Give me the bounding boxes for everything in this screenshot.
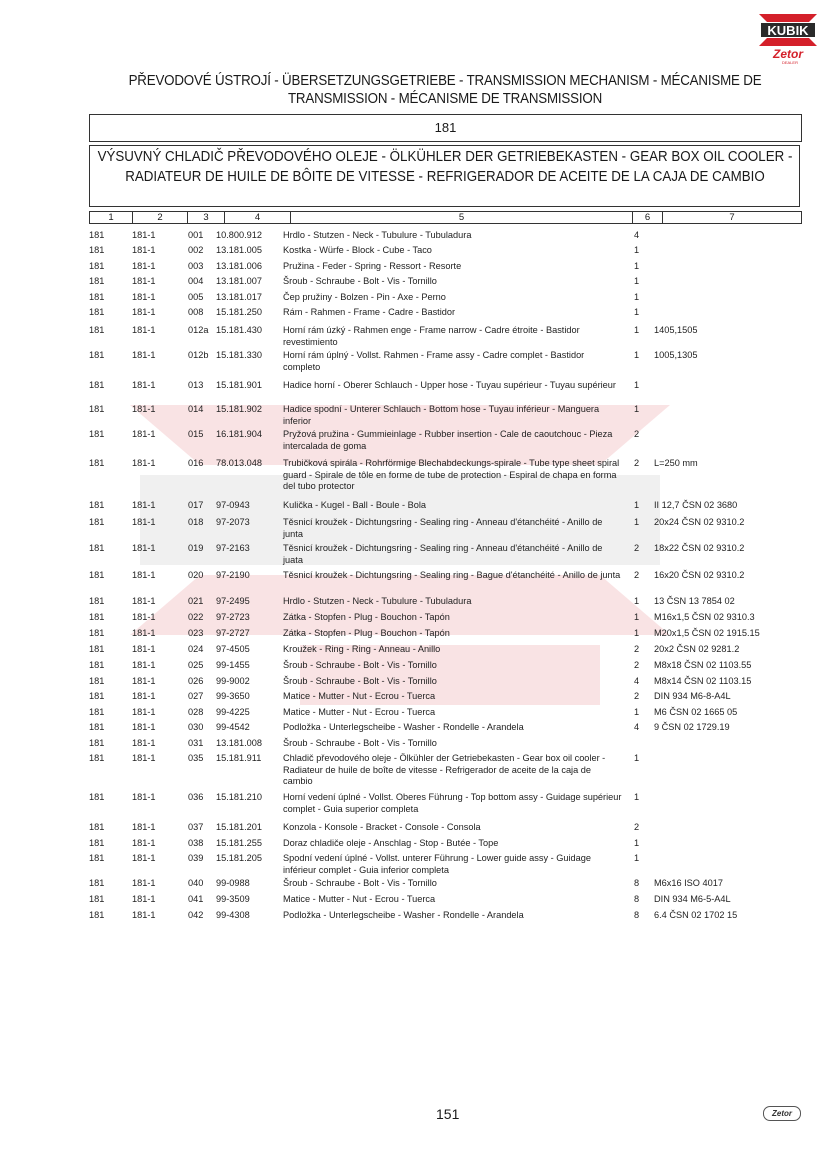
col-header-2: 2: [133, 212, 188, 223]
cell-c4: 99-3650: [216, 691, 250, 701]
cell-c6: 1: [634, 350, 640, 360]
cell-c2: 181-1: [132, 878, 156, 888]
cell-c6: 1: [634, 517, 640, 527]
cell-c4: 15.181.205: [216, 853, 262, 863]
cell-c2: 181-1: [132, 458, 156, 468]
section-subtitle: VÝSUVNÝ CHLADIČ PŘEVODOVÉHO OLEJE - ÖLKÜHLER DER GETRIEBEKASTEN - GEAR BOX OIL COOLER - RADIATEUR DE HUILE DE BÔITE DE VITESSE - REFRIGERADOR DE ACEITE DE LA CAJA DE CAMBIO: [97, 149, 793, 185]
cell-c2: 181-1: [132, 792, 156, 802]
cell-c5: Šroub - Schraube - Bolt - Vis - Tornillo: [283, 660, 437, 670]
cell-c3: 014: [188, 404, 204, 414]
cell-c1: 181: [89, 570, 105, 580]
cell-c3: 021: [188, 596, 204, 606]
cell-c3: 038: [188, 838, 204, 848]
cell-c4: 15.181.911: [216, 753, 262, 763]
cell-c1: 181: [89, 458, 105, 468]
cell-c6: 4: [634, 676, 640, 686]
cell-c5: Podložka - Unterlegscheibe - Washer - Rondelle - Arandela: [283, 722, 524, 732]
cell-c5: Kulička - Kugel - Ball - Boule - Bola: [283, 500, 426, 510]
cell-c4: 99-4225: [216, 707, 250, 717]
cell-c6: 1: [634, 292, 640, 302]
kubik-zetor-logo: [757, 10, 819, 66]
cell-c3: 028: [188, 707, 204, 717]
cell-c5: Trubičková spirála - Rohrförmige Blechabdeckungs-spirale - Tube type sheet spiral guard - Spirale de tôle en forme de tube de protection - Espiral de chapa en forma del tubo protector: [283, 458, 620, 491]
page-title: PŘEVODOVÉ ÚSTROJÍ - ÜBERSETZUNGSGETRIEBE - TRANSMISSION MECHANISM - MÉCANISME DE TRANSMISSION - MÉCANISME DE TRANSMISSION: [128, 73, 762, 107]
cell-c2: 181-1: [132, 738, 156, 748]
cell-c2: 181-1: [132, 307, 156, 317]
cell-c1: 181: [89, 429, 105, 439]
cell-c5: Těsnicí kroužek - Dichtungsring - Sealing ring - Bague d'étanchéité - Anillo de junta: [283, 570, 621, 580]
cell-c7: M8x18 ČSN 02 1103.55: [654, 660, 752, 670]
cell-c1: 181: [89, 261, 105, 271]
cell-c5: Horní vedení úplné - Vollst. Oberes Führung - Top bottom assy - Guidage supérieur complet - Guia superior completa: [283, 792, 622, 814]
cell-c5: Kostka - Würfe - Block - Cube - Taco: [283, 245, 432, 255]
cell-c3: 013: [188, 380, 204, 390]
cell-c3: 030: [188, 722, 204, 732]
cell-c4: 99-4308: [216, 910, 250, 920]
cell-c4: 13.181.005: [216, 245, 262, 255]
cell-c5: Matice - Mutter - Nut - Ecrou - Tuerca: [283, 894, 436, 904]
cell-c4: 97-2723: [216, 612, 250, 622]
col-header-5: 5: [291, 212, 633, 223]
cell-c5: Hrdlo - Stutzen - Neck - Tubulure - Tubuladura: [283, 230, 472, 240]
cell-c3: 035: [188, 753, 204, 763]
cell-c5: Těsnicí kroužek - Dichtungsring - Sealing ring - Anneau d'étanchéité - Anillo de junta: [283, 517, 603, 539]
cell-c3: 016: [188, 458, 204, 468]
cell-c6: 2: [634, 660, 640, 670]
cell-c1: 181: [89, 691, 105, 701]
cell-c3: 012b: [188, 350, 209, 360]
cell-c4: 13.181.008: [216, 738, 262, 748]
cell-c6: 1: [634, 612, 640, 622]
cell-c1: 181: [89, 660, 105, 670]
cell-c1: 181: [89, 792, 105, 802]
cell-c2: 181-1: [132, 292, 156, 302]
col-header-7: 7: [729, 212, 735, 223]
cell-c1: 181: [89, 612, 105, 622]
cell-c2: 181-1: [132, 500, 156, 510]
cell-c3: 037: [188, 822, 204, 832]
cell-c3: 017: [188, 500, 204, 510]
cell-c2: 181-1: [132, 853, 156, 863]
cell-c7: 1005,1305: [654, 350, 698, 360]
cell-c3: 025: [188, 660, 204, 670]
cell-c5: Hadice spodní - Unterer Schlauch - Bottom hose - Tuyau inférieur - Manguera inferior: [283, 404, 600, 426]
cell-c6: 1: [634, 261, 640, 271]
subtitle-box: [89, 145, 800, 207]
cell-c3: 041: [188, 894, 204, 904]
cell-c1: 181: [89, 822, 105, 832]
cell-c1: 181: [89, 350, 105, 360]
cell-c4: 99-3509: [216, 894, 250, 904]
cell-c2: 181-1: [132, 596, 156, 606]
cell-c6: 1: [634, 628, 640, 638]
cell-c1: 181: [89, 878, 105, 888]
cell-c4: 15.181.330: [216, 350, 262, 360]
cell-c2: 181-1: [132, 707, 156, 717]
cell-c6: 1: [634, 245, 640, 255]
cell-c7: 6.4 ČSN 02 1702 15: [654, 910, 738, 920]
cell-c4: 15.181.250: [216, 307, 262, 317]
cell-c3: 036: [188, 792, 204, 802]
cell-c4: 97-4505: [216, 644, 250, 654]
cell-c2: 181-1: [132, 543, 156, 553]
cell-c7: M20x1,5 ČSN 02 1915.15: [654, 628, 760, 638]
cell-c3: 042: [188, 910, 204, 920]
cell-c4: 15.181.210: [216, 792, 262, 802]
cell-c1: 181: [89, 245, 105, 255]
cell-c5: Matice - Mutter - Nut - Ecrou - Tuerca: [283, 707, 436, 717]
cell-c1: 181: [89, 230, 105, 240]
cell-c3: 003: [188, 261, 204, 271]
cell-c1: 181: [89, 838, 105, 848]
cell-c6: 1: [634, 792, 640, 802]
cell-c3: 020: [188, 570, 204, 580]
cell-c7: M16x1,5 ČSN 02 9310.3: [654, 612, 755, 622]
cell-c7: DIN 934 M6-8-A4L: [654, 691, 731, 701]
col-header-4: 4: [225, 212, 291, 223]
cell-c2: 181-1: [132, 644, 156, 654]
cell-c7: L=250 mm: [654, 458, 698, 468]
cell-c7: M6x16 ISO 4017: [654, 878, 723, 888]
cell-c3: 002: [188, 245, 204, 255]
cell-c4: 15.181.255: [216, 838, 262, 848]
cell-c5: Chladič převodového oleje - Ölkühler der Getriebekasten - Gear box oil cooler - Radiateur de huile de boîte de vitesse - Refrigerador de aceite de la caja de cambio: [283, 753, 606, 786]
logo-dealer-text: DEALER: [781, 60, 799, 65]
cell-c1: 181: [89, 276, 105, 286]
cell-c1: 181: [89, 644, 105, 654]
logo-sub-text: Zetor: [773, 47, 803, 61]
cell-c4: 13.181.017: [216, 292, 262, 302]
cell-c1: 181: [89, 753, 105, 763]
cell-c7: 1405,1505: [654, 325, 698, 335]
cell-c7: 9 ČSN 02 1729.19: [654, 722, 730, 732]
cell-c7: 20x2 ČSN 02 9281.2: [654, 644, 740, 654]
cell-c1: 181: [89, 853, 105, 863]
cell-c6: 2: [634, 644, 640, 654]
cell-c5: Pružina - Feder - Spring - Ressort - Resorte: [283, 261, 462, 271]
cell-c5: Matice - Mutter - Nut - Ecrou - Tuerca: [283, 691, 436, 701]
column-header-row: [89, 211, 802, 224]
col-header-3: 3: [188, 212, 225, 223]
cell-c3: 026: [188, 676, 204, 686]
cell-c3: 018: [188, 517, 204, 527]
cell-c1: 181: [89, 722, 105, 732]
cell-c6: 1: [634, 853, 640, 863]
cell-c3: 019: [188, 543, 204, 553]
cell-c1: 181: [89, 894, 105, 904]
cell-c4: 99-1455: [216, 660, 250, 670]
page-number: 151: [436, 1106, 460, 1122]
cell-c5: Kroužek - Ring - Ring - Anneau - Anillo: [283, 644, 441, 654]
cell-c6: 1: [634, 325, 640, 335]
cell-c5: Hrdlo - Stutzen - Neck - Tubulure - Tubuladura: [283, 596, 472, 606]
cell-c2: 181-1: [132, 660, 156, 670]
cell-c4: 99-4542: [216, 722, 250, 732]
cell-c5: Konzola - Konsole - Bracket - Console - Consola: [283, 822, 481, 832]
cell-c5: Šroub - Schraube - Bolt - Vis - Tornillo: [283, 276, 437, 286]
cell-c7: 20x24 ČSN 02 9310.2: [654, 517, 745, 527]
zetor-footer-logo: Zetor: [763, 1106, 801, 1121]
cell-c4: 99-9002: [216, 676, 250, 686]
cell-c1: 181: [89, 500, 105, 510]
cell-c3: 027: [188, 691, 204, 701]
cell-c5: Horní rám úplný - Vollst. Rahmen - Frame assy - Cadre complet - Bastidor completo: [283, 350, 585, 372]
cell-c2: 181-1: [132, 753, 156, 763]
cell-c6: 1: [634, 380, 640, 390]
cell-c7: II 12,7 ČSN 02 3680: [654, 500, 738, 510]
cell-c3: 015: [188, 429, 204, 439]
cell-c2: 181-1: [132, 325, 156, 335]
cell-c3: 008: [188, 307, 204, 317]
cell-c6: 1: [634, 307, 640, 317]
cell-c2: 181-1: [132, 350, 156, 360]
cell-c4: 13.181.007: [216, 276, 262, 286]
cell-c2: 181-1: [132, 691, 156, 701]
cell-c6: 1: [634, 404, 640, 414]
cell-c4: 97-0943: [216, 500, 250, 510]
cell-c1: 181: [89, 517, 105, 527]
cell-c3: 001: [188, 230, 204, 240]
cell-c2: 181-1: [132, 894, 156, 904]
cell-c2: 181-1: [132, 722, 156, 732]
cell-c5: Čep pružiny - Bolzen - Pin - Axe - Perno: [283, 292, 446, 302]
cell-c4: 10.800.912: [216, 230, 262, 240]
cell-c1: 181: [89, 543, 105, 553]
cell-c1: 181: [89, 628, 105, 638]
cell-c3: 039: [188, 853, 204, 863]
group-code: 181: [434, 120, 457, 135]
cell-c4: 16.181.904: [216, 429, 262, 439]
cell-c5: Těsnicí kroužek - Dichtungsring - Sealing ring - Anneau d'étanchéité - Anillo de juata: [283, 543, 603, 565]
cell-c1: 181: [89, 596, 105, 606]
cell-c6: 8: [634, 894, 640, 904]
cell-c5: Šroub - Schraube - Bolt - Vis - Tornillo: [283, 676, 437, 686]
cell-c2: 181-1: [132, 822, 156, 832]
cell-c6: 8: [634, 910, 640, 920]
cell-c2: 181-1: [132, 910, 156, 920]
cell-c6: 8: [634, 878, 640, 888]
cell-c3: 022: [188, 612, 204, 622]
cell-c6: 4: [634, 230, 640, 240]
cell-c2: 181-1: [132, 612, 156, 622]
cell-c6: 4: [634, 722, 640, 732]
cell-c3: 004: [188, 276, 204, 286]
cell-c2: 181-1: [132, 261, 156, 271]
cell-c6: 1: [634, 838, 640, 848]
cell-c1: 181: [89, 707, 105, 717]
cell-c4: 97-2190: [216, 570, 250, 580]
cell-c4: 13.181.006: [216, 261, 262, 271]
cell-c6: 1: [634, 596, 640, 606]
cell-c5: Spodní vedení úplné - Vollst. unterer Führung - Lower guide assy - Guidage inférieur complet - Guia inferior completa: [283, 853, 591, 875]
col-header-6: 6: [633, 212, 663, 223]
cell-c5: Šroub - Schraube - Bolt - Vis - Tornillo: [283, 738, 437, 748]
cell-c1: 181: [89, 292, 105, 302]
cell-c6: 1: [634, 276, 640, 286]
group-code-box: [89, 114, 802, 142]
cell-c4: 97-2727: [216, 628, 250, 638]
cell-c4: 15.181.430: [216, 325, 262, 335]
cell-c1: 181: [89, 404, 105, 414]
cell-c7: DIN 934 M6-5-A4L: [654, 894, 731, 904]
cell-c7: 13 ČSN 13 7854 02: [654, 596, 735, 606]
cell-c6: 2: [634, 429, 640, 439]
cell-c2: 181-1: [132, 570, 156, 580]
cell-c2: 181-1: [132, 628, 156, 638]
cell-c1: 181: [89, 910, 105, 920]
cell-c2: 181-1: [132, 245, 156, 255]
cell-c4: 97-2163: [216, 543, 250, 553]
cell-c5: Hadice horní - Oberer Schlauch - Upper hose - Tuyau supérieur - Tuyau supérieur: [283, 380, 616, 390]
cell-c4: 15.181.901: [216, 380, 262, 390]
cell-c1: 181: [89, 676, 105, 686]
cell-c6: 1: [634, 707, 640, 717]
cell-c5: Pryžová pružina - Gummieinlage - Rubber insertion - Cale de caoutchouc - Pieza intercalada de goma: [283, 429, 613, 451]
cell-c1: 181: [89, 380, 105, 390]
cell-c6: 2: [634, 691, 640, 701]
cell-c5: Rám - Rahmen - Frame - Cadre - Bastidor: [283, 307, 456, 317]
cell-c7: M6 ČSN 02 1665 05: [654, 707, 738, 717]
cell-c5: Šroub - Schraube - Bolt - Vis - Tornillo: [283, 878, 437, 888]
cell-c4: 99-0988: [216, 878, 250, 888]
cell-c3: 040: [188, 878, 204, 888]
cell-c3: 005: [188, 292, 204, 302]
cell-c4: 15.181.201: [216, 822, 262, 832]
cell-c1: 181: [89, 325, 105, 335]
cell-c1: 181: [89, 738, 105, 748]
cell-c5: Zátka - Stopfen - Plug - Bouchon - Tapón: [283, 612, 450, 622]
cell-c4: 97-2495: [216, 596, 250, 606]
cell-c1: 181: [89, 307, 105, 317]
cell-c6: 2: [634, 458, 640, 468]
cell-c7: 18x22 ČSN 02 9310.2: [654, 543, 745, 553]
cell-c6: 1: [634, 753, 640, 763]
cell-c2: 181-1: [132, 838, 156, 848]
cell-c6: 2: [634, 570, 640, 580]
cell-c2: 181-1: [132, 404, 156, 414]
col-header-1: 1: [90, 212, 133, 223]
cell-c2: 181-1: [132, 517, 156, 527]
cell-c5: Podložka - Unterlegscheibe - Washer - Rondelle - Arandela: [283, 910, 524, 920]
cell-c4: 97-2073: [216, 517, 250, 527]
cell-c2: 181-1: [132, 276, 156, 286]
logo-brand-text: KUBIK: [767, 23, 809, 38]
cell-c3: 031: [188, 738, 204, 748]
cell-c7: 16x20 ČSN 02 9310.2: [654, 570, 745, 580]
cell-c7: M8x14 ČSN 02 1103.15: [654, 676, 752, 686]
cell-c2: 181-1: [132, 230, 156, 240]
cell-c5: Zátka - Stopfen - Plug - Bouchon - Tapón: [283, 628, 450, 638]
cell-c3: 012a: [188, 325, 209, 335]
cell-c2: 181-1: [132, 429, 156, 439]
cell-c5: Horní rám úzký - Rahmen enge - Frame narrow - Cadre étroite - Bastidor revestimiento: [283, 325, 580, 347]
cell-c6: 2: [634, 543, 640, 553]
cell-c4: 78.013.048: [216, 458, 262, 468]
cell-c3: 023: [188, 628, 204, 638]
cell-c2: 181-1: [132, 380, 156, 390]
cell-c2: 181-1: [132, 676, 156, 686]
cell-c5: Doraz chladiče oleje - Anschlag - Stop - Butée - Tope: [283, 838, 499, 848]
cell-c6: 2: [634, 822, 640, 832]
cell-c3: 024: [188, 644, 204, 654]
cell-c6: 1: [634, 500, 640, 510]
cell-c4: 15.181.902: [216, 404, 262, 414]
